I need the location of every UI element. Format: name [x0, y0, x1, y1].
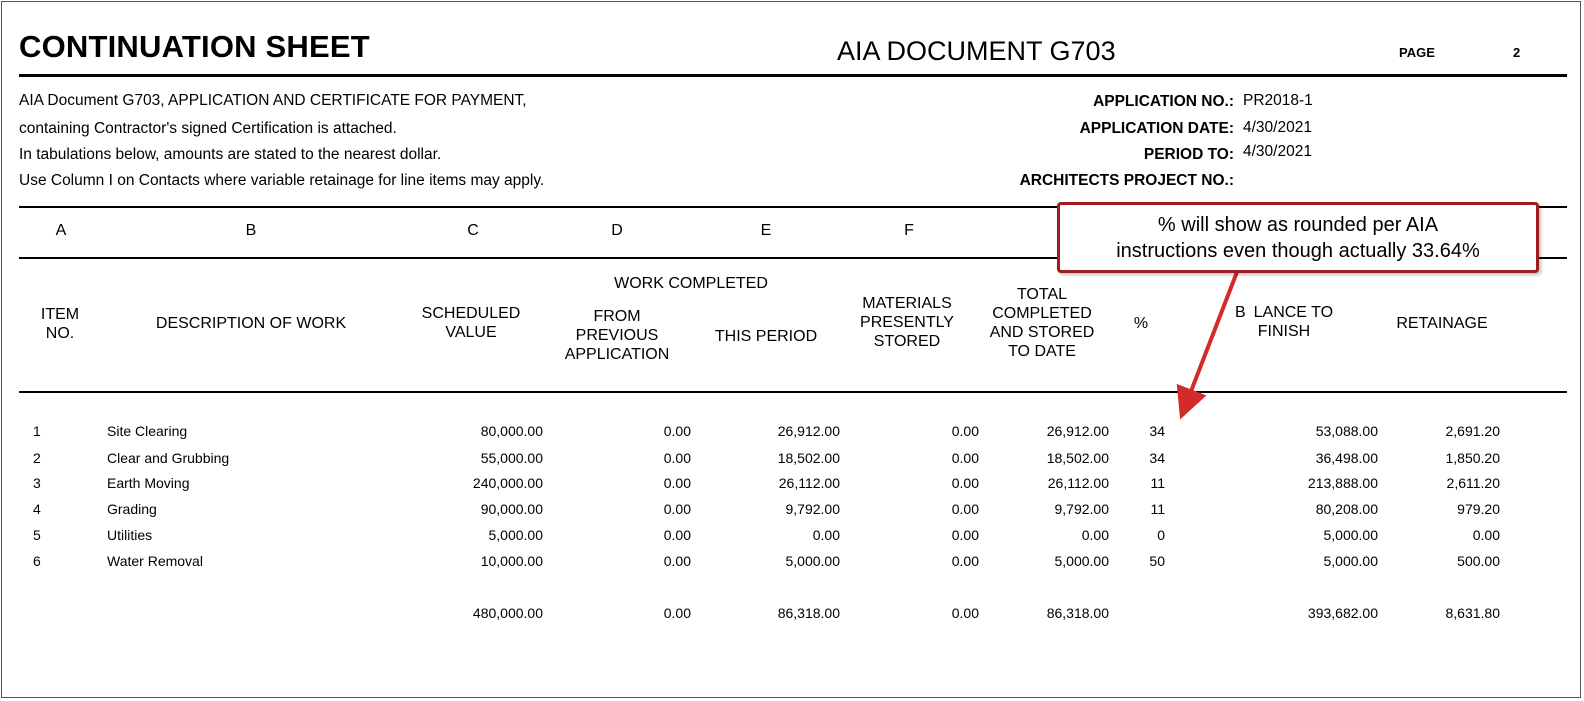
total-this-period: 86,318.00	[777, 605, 840, 621]
row-materials-stored: 0.00	[951, 501, 979, 517]
row-this-period: 18,502.00	[777, 450, 840, 466]
row-this-period: 9,792.00	[785, 501, 840, 517]
column-letter-d: D	[611, 222, 623, 239]
row-description: Utilities	[107, 527, 153, 543]
row-materials-stored: 0.00	[951, 450, 979, 466]
header-item-no: ITEM NO.	[40, 306, 80, 342]
info-line: In tabulations below, amounts are stated to the nearest dollar.	[19, 146, 442, 163]
row-scheduled-value: 55,000.00	[480, 450, 543, 466]
sheet-title: CONTINUATION SHEET	[19, 29, 370, 64]
row-this-period: 26,112.00	[778, 475, 840, 491]
row-from-previous: 0.00	[663, 475, 691, 491]
row-materials-stored: 0.00	[951, 553, 979, 569]
row-description: Site Clearing	[107, 423, 188, 439]
row-this-period: 26,912.00	[777, 423, 840, 439]
row-scheduled-value: 5,000.00	[488, 527, 543, 543]
application-date-value: 4/30/2021	[1243, 119, 1312, 136]
row-item-no: 3	[33, 475, 41, 491]
row-scheduled-value: 240,000.00	[472, 475, 543, 491]
header-total-completed: TOTAL COMPLETED AND STORED TO DATE	[989, 286, 1095, 360]
column-letter-c: C	[467, 222, 479, 239]
row-balance-to-finish: 5,000.00	[1323, 553, 1378, 569]
row-item-no: 1	[33, 423, 41, 439]
row-retainage: 0.00	[1472, 527, 1500, 543]
row-balance-to-finish: 80,208.00	[1315, 501, 1378, 517]
row-balance-to-finish: 213,888.00	[1307, 475, 1378, 491]
row-retainage: 2,611.20	[1446, 475, 1500, 491]
row-description: Grading	[107, 501, 157, 517]
total-retainage: 8,631.80	[1445, 605, 1500, 621]
annotation-callout	[1057, 202, 1539, 273]
row-from-previous: 0.00	[663, 450, 691, 466]
architects-project-label: ARCHITECTS PROJECT NO.:	[1019, 172, 1234, 189]
row-from-previous: 0.00	[663, 423, 691, 439]
column-letter-e: E	[760, 222, 772, 239]
application-no-label: APPLICATION NO.:	[1093, 93, 1234, 110]
page-label: PAGE	[1399, 45, 1435, 60]
row-scheduled-value: 90,000.00	[480, 501, 543, 517]
row-percent: 50	[1149, 553, 1165, 569]
row-item-no: 2	[33, 450, 41, 466]
column-letter-b: B	[245, 222, 257, 239]
row-percent: 34	[1149, 423, 1165, 439]
row-balance-to-finish: 53,088.00	[1315, 423, 1378, 439]
header-percent: %	[1133, 315, 1149, 332]
row-percent: 0	[1157, 527, 1165, 543]
period-to-label: PERIOD TO:	[1143, 146, 1234, 163]
row-percent: 11	[1150, 475, 1165, 491]
row-item-no: 4	[33, 501, 41, 517]
row-from-previous: 0.00	[663, 501, 691, 517]
row-item-no: 6	[33, 553, 41, 569]
row-total-completed: 26,112.00	[1047, 475, 1109, 491]
row-item-no: 5	[33, 527, 41, 543]
header-balance-to-finish: B LANCE TO FINISH	[1234, 304, 1334, 340]
callout-text: % will show as rounded per AIA instructions even though actually 33.64%	[1116, 214, 1480, 262]
row-description: Earth Moving	[107, 475, 190, 491]
row-retainage: 979.20	[1457, 501, 1500, 517]
total-from-previous: 0.00	[663, 605, 691, 621]
row-total-completed: 26,912.00	[1046, 423, 1109, 439]
row-materials-stored: 0.00	[951, 475, 979, 491]
row-scheduled-value: 10,000.00	[480, 553, 543, 569]
row-this-period: 0.00	[812, 527, 840, 543]
total-scheduled-value: 480,000.00	[472, 605, 543, 621]
header-description: DESCRIPTION OF WORK	[155, 315, 347, 332]
application-date-label: APPLICATION DATE:	[1079, 120, 1234, 137]
row-total-completed: 0.00	[1081, 527, 1109, 543]
header-work-completed: WORK COMPLETED	[614, 275, 768, 292]
row-total-completed: 5,000.00	[1054, 553, 1109, 569]
row-retainage: 500.00	[1457, 553, 1500, 569]
row-retainage: 2,691.20	[1445, 423, 1500, 439]
total-materials-stored: 0.00	[951, 605, 979, 621]
row-from-previous: 0.00	[663, 553, 691, 569]
info-line: AIA Document G703, APPLICATION AND CERTIFICATE FOR PAYMENT,	[19, 92, 527, 109]
row-description: Clear and Grubbing	[107, 450, 230, 466]
header-this-period: THIS PERIOD	[714, 328, 818, 345]
row-balance-to-finish: 5,000.00	[1323, 527, 1378, 543]
row-total-completed: 9,792.00	[1054, 501, 1109, 517]
period-to-value: 4/30/2021	[1243, 143, 1312, 160]
header-materials-stored: MATERIALS PRESENTLY STORED	[860, 295, 954, 350]
header-retainage: RETAINAGE	[1396, 315, 1488, 332]
column-letter-f: F	[904, 222, 914, 239]
page-number: 2	[1513, 45, 1521, 60]
row-total-completed: 18,502.00	[1046, 450, 1109, 466]
application-no-value: PR2018-1	[1243, 92, 1313, 109]
row-percent: 11	[1150, 501, 1165, 517]
info-line: containing Contractor's signed Certification is attached.	[19, 120, 397, 137]
row-from-previous: 0.00	[663, 527, 691, 543]
row-description: Water Removal	[107, 553, 203, 569]
row-retainage: 1,850.20	[1445, 450, 1500, 466]
total-completed-stored: 86,318.00	[1046, 605, 1109, 621]
row-materials-stored: 0.00	[951, 423, 979, 439]
row-scheduled-value: 80,000.00	[480, 423, 543, 439]
header-scheduled-value: SCHEDULED VALUE	[421, 305, 521, 341]
row-this-period: 5,000.00	[785, 553, 840, 569]
row-percent: 34	[1149, 450, 1165, 466]
header-from-previous: FROM PREVIOUS APPLICATION	[564, 308, 670, 363]
row-balance-to-finish: 36,498.00	[1315, 450, 1378, 466]
document-name: AIA DOCUMENT G703	[837, 36, 1116, 66]
column-letter-a: A	[55, 222, 67, 239]
total-balance-to-finish: 393,682.00	[1307, 605, 1378, 621]
row-materials-stored: 0.00	[951, 527, 979, 543]
info-line: Use Column I on Contacts where variable retainage for line items may apply.	[19, 172, 545, 189]
